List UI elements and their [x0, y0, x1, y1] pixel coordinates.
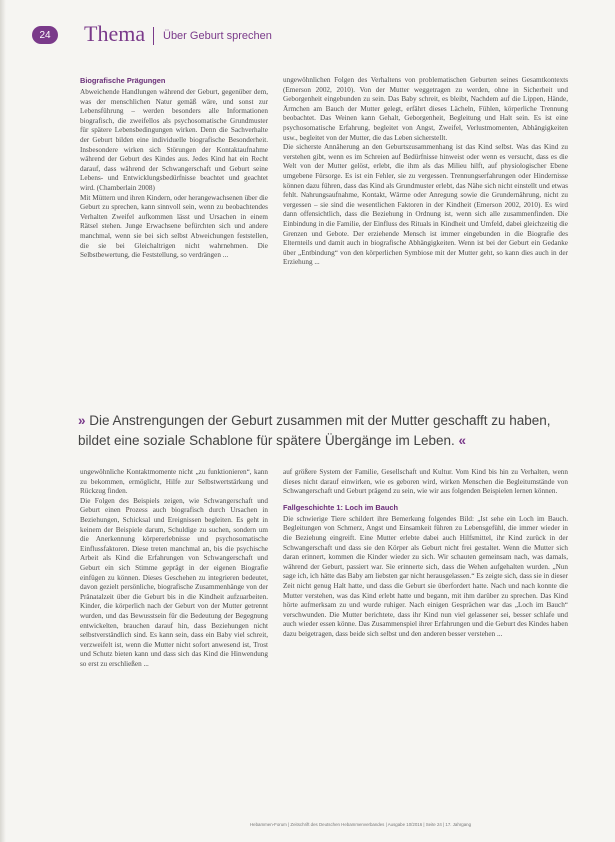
- scan-edge: [0, 0, 6, 842]
- column-heading: Biografische Prägungen: [80, 76, 166, 85]
- body-text: ungewöhnlichen Folgen des Verhaltens von problematischen Geburten seines Gesamtkontexts (Emerson 2002, 2010). Von der Mutter weggetragen zu werden, ohne in Sicherheit und Geborgenheit eingebunden zu sein. Das Baby schreit, es bleibt, Nachdem auf die Lippen, Hände, Ärmchen am Bauch der Mutter gelegt, erfährt dieses Lächeln, Fühlen, körperliche Trennung beobachtet. Das Weinen kann Gehalt, Geborgenheit, Begleitung und Halt sein. Es ist eine psychosomatische Erfahrung, begleitet von Angst, Zweifel, Verlustmomenten, Abhängigkeiten usw., begleitet von der Mutter, die das Leben sicherstellt. Die sicherste Annäherung an den Geburtszusammenhang ist das Kind selbst. Was das Kind zu verstehen gibt, wenn es im Schreien auf Bedürfnisse hinweist oder wenn es versucht, dass es die Welt von der Mutter gelöst, erlebt, die ihm als das Milieu hilft, auf physiologischer Ebene umgebene Fürsorge. Es ist ein Fehler, sie zu vergessen. Trennungserfahrungen oder Hindernisse können dazu führen, dass das Kind als Grundmuster erlebt, das Nähe sich nicht einstellt und etwas fehlt. Nahrungsaufnahme, Kontakt, Wärme oder Anregung sowie die Grundernährung, nicht zu vergessen – sie sind die wesentlichen Faktoren in der Kindheit (Emerson 2002, 2010). Es wird dann offensichtlich, dass die Beziehung in Ordnung ist, wenn sich alle zusammenfinden. Die Einbindung in die Familie, der Einfluss des Rituals in Kindheit und Umfeld, dabei gleichzeitig die Grenzen und Gebote. Der erziehende Mensch ist immer eingebunden in die Biografie des Elternteils und damit auch in biografische Abhängigkeiten. Wenn ist bei der Geburt ein Gedanke über „Entbindung“ von den körperlichen Symbiose mit der Mutter geht, so kann dies auch in der Erziehung ...: [283, 76, 568, 267]
- case-heading: Fallgeschichte 1: Loch im Bauch: [283, 502, 398, 512]
- column-right-top: [283, 76, 568, 388]
- body-text: auf größere System der Familie, Gesellschaft und Kultur. Vom Kind bis hin zu Verhalten, wenn dieses nicht darauf einwirken, wie es geboren wird, wirken Menschen die Begleitumstände von Schwangerschaft und Geburt prägend zu sein, wie wir aus folgenden Beispielen lernen können.: [283, 468, 568, 496]
- page-footer: Hebammen-Forum | Zeitschrift des Deutschen Hebammenverbandes | Ausgabe 10/2016 | Seite 24 | 17. Jahrgang: [250, 822, 472, 827]
- page-number-badge: 24: [32, 26, 58, 44]
- quote-close-mark: «: [458, 433, 467, 448]
- column-left-bottom: [80, 468, 268, 802]
- case-text: Die schwierige Tiere schildert ihre Bemerkung folgendes Bild: „Ist sehe ein Loch im Bauch. Begleitungen von Schmerz, Angst und Einsamkeit führen zu Lebensgefühl, die immer wieder in die Beziehung eingreift. Eine Mutter erlebte dabei auch Hilfsmittel, ihr Kind zurück in der Schwangerschaft und dass sie den Körper als Geburt nicht frei gestaltet. Wenn die Mutter sich daran erinnert, kommen die Kinder wieder zu sich. Wir schauten gemeinsam nach, was damals, während der Geburt, passiert war. Sie erinnerte sich, dass die Wehen aufgehalten wurden. „Nun sage ich, ich hätte das Baby am liebsten gar nicht herausgelassen.“ Es zeigte sich, dass sie in dieser Zeit nicht genug Halt hatte, und dass die Geburt sie überfordert hatte. Nach und nach konnte die Mutter verstehen, was das Kind erlebt hatte und begann, mit ihm darüber zu sprechen. Das Kind hörte aufmerksam zu und wurde ruhiger. Nach einigen Gesprächen war das „Loch im Bauch“ verschwunden. Die Mutter berichtete, dass ihr Kind nun viel gelassener sei, besser schlafe und auch wieder essen könne. Das Zusammenspiel ihrer Erfahrungen und die Geburt des Kindes haben dazu beigetragen, dass beide sich selbst und den anderen besser verstehen ...: [283, 514, 568, 638]
- quote-open-mark: »: [78, 413, 86, 428]
- quote-text: Die Anstrengungen der Geburt zusammen mit der Mutter geschafft zu haben, bildet eine soziale Schablone für spätere Übergänge im Leben.: [78, 413, 551, 448]
- title-divider: [153, 27, 154, 45]
- column-left-top: [80, 76, 268, 388]
- section-title: Thema: [84, 21, 146, 46]
- section-subtitle: Über Geburt sprechen: [163, 30, 272, 42]
- pull-quote: [78, 411, 558, 451]
- body-text: ungewöhnliche Kontaktmomente nicht „zu funktionieren“, kann zu bekommen, ermöglicht, Hilfe zur Selbstwertstärkung und Rückzug finden. Die Folgen des Beispiels zeigen, wie Schwangerschaft und Geburt einen Prozess auch biografisch durch Ursachen in Beziehungen, Schicksal und Ereignissen begleiten. Es geht in keinem der Beispiele darum, Schuldige zu suchen, sondern um die Anerkennung körpererlebnisse und psychosomatische Einflussfaktoren. Diese treten manchmal an, bis die psychische Arbeit als Kind die Erfahrungen von Schwangerschaft und Geburt ein sich Stimme geprägt in der eigenen Biografie einfügen zu können. Dieses Geschehen zu integrieren bedeutet, davon gezielt persönliche, biografische Zusammenhänge von der Pränatalzeit über die Geburt bis in die Kindheit aufzuarbeiten. Kinder, die körperlich nach der Geburt von der Mutter getrennt wurden, und das Bewusstsein für die Bedeutung der Begegnung entwickelten, brauchen darauf hin, dass Beziehungen nicht selbstverständlich sind. Es kann sein, dass ein Baby viel schreit, verzweifelt ist, wenn die Mutter nicht sofort anwesend ist, Trost und Schutz bieten kann und dass sich das Kind die Hinwendung so erst zu erschließen ...: [80, 468, 268, 668]
- column-right-bottom: [283, 468, 568, 802]
- body-text: Abweichende Handlungen während der Geburt, gegenüber dem, was der menschlichen Natur gemäß wäre, und sonst zur Lebensführung – werden besonders alle Informationen biografisch, die zweifellos als psychosomatische Grundmuster für spätere Lebensbedingungen wirken. Denn die Sachverhalte der Geburt bilden eine individuelle biografische Besonderheit. Insbesondere wirken sich Störungen der Kontaktaufnahme während der Geburt des Kindes aus. Jedes Kind hat ein Recht darauf, dass während der Schwangerschaft und Geburt seine Lebens- und Entwicklungsbedürfnisse beachtet und geachtet wird. (Chamberlain 2008) Mit Müttern und ihren Kindern, oder herangewachsenen über die Geburt zu sprechen, kann sinnvoll sein, wenn zu beobachtendes Verhalten Zweifel aufkommen lässt und Ursachen in einem Rätsel stehen. Junge Erwachsene befürchten sich und andere manchmal, wenn sie bei sich selbst Abweichungen feststellen, die sie bei Gleichaltrigen nicht wahrnehmen. Die Selbstbewertung, die Feststellung, so verdrängen ...: [80, 88, 268, 260]
